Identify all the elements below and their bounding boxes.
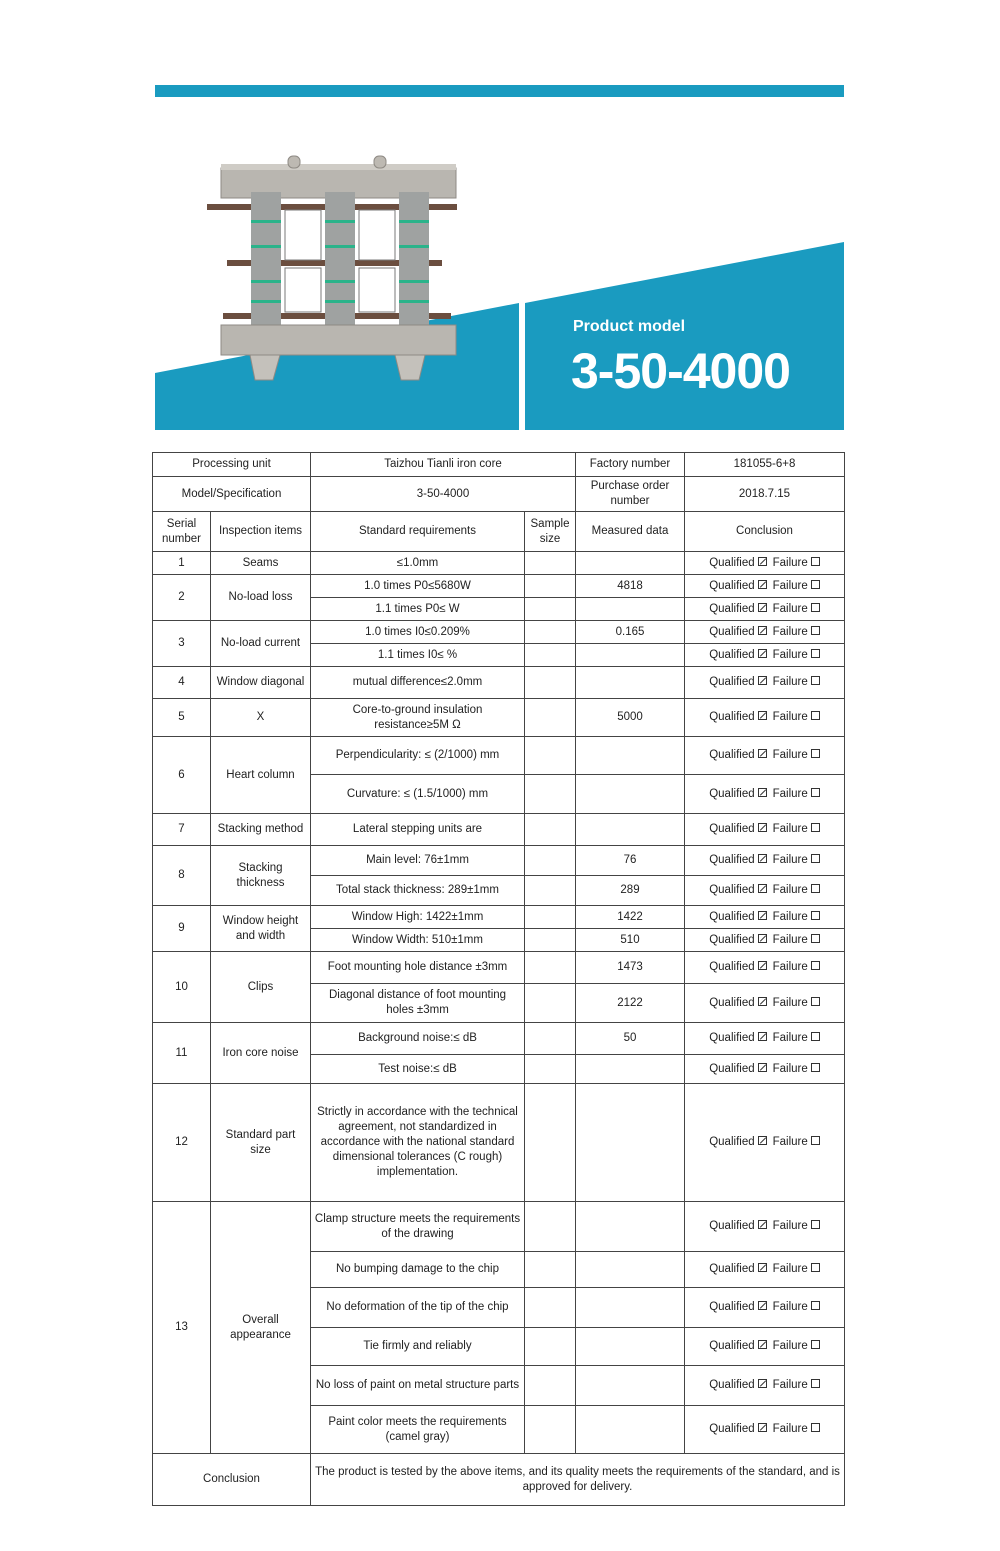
inspection-item-cell: Iron core noise (211, 1023, 311, 1084)
inspection-item-cell: Standard part size (211, 1084, 311, 1202)
inspection-item-cell: Stacking thickness (211, 846, 311, 906)
failure-label: Failure (772, 749, 808, 761)
col-standard: Standard requirements (311, 512, 525, 552)
serial-number-cell: 1 (153, 552, 211, 575)
iron-core-image (207, 156, 457, 380)
failure-checkbox-icon (811, 711, 820, 720)
sample-size-cell (525, 699, 576, 737)
qualified-checkbox-icon (758, 1379, 767, 1388)
inspection-item-cell: Window diagonal (211, 667, 311, 699)
standard-requirement-cell: Strictly in accordance with the technical agreement, not standardized in accordance with the national standard dimensional tolerances (C rough) implementation. (311, 1084, 525, 1202)
qualified-label: Qualified (709, 556, 755, 569)
failure-checkbox-icon (811, 603, 820, 612)
qualified-label: Qualified (709, 884, 755, 896)
qualified-checkbox-icon (758, 1301, 767, 1310)
failure-checkbox-icon (811, 1340, 820, 1349)
table-row (153, 846, 845, 876)
failure-label: Failure (772, 579, 808, 592)
qualified-checkbox-icon (758, 1063, 767, 1072)
conclusion-cell (685, 775, 845, 814)
inspection-item-cell: Clips (211, 952, 311, 1023)
sample-size-cell (525, 1084, 576, 1202)
standard-requirement-cell: Curvature: ≤ (1.5/1000) mm (311, 775, 525, 814)
qualified-label: Qualified (709, 602, 755, 615)
model-spec-label: Model/Specification (153, 477, 311, 512)
inspection-item-cell: Seams (211, 552, 311, 575)
serial-number-cell: 13 (153, 1202, 211, 1454)
serial-number-cell: 10 (153, 952, 211, 1023)
measured-data-cell (576, 1202, 685, 1252)
qualified-label: Qualified (709, 1340, 755, 1352)
failure-checkbox-icon (811, 997, 820, 1006)
inspection-item-cell: X (211, 699, 311, 737)
measured-data-cell (576, 814, 685, 846)
product-model-label: Product model (573, 318, 686, 335)
conclusion-cell (685, 1366, 845, 1406)
inspection-item-cell: No-load loss (211, 575, 311, 621)
measured-data-cell (576, 1288, 685, 1328)
measured-data-cell: 5000 (576, 699, 685, 737)
table-row (153, 1084, 845, 1202)
qualified-checkbox-icon (758, 884, 767, 893)
standard-requirement-cell: No deformation of the tip of the chip (311, 1288, 525, 1328)
failure-checkbox-icon (811, 1423, 820, 1432)
failure-label: Failure (772, 1136, 808, 1148)
failure-checkbox-icon (811, 1379, 820, 1388)
conclusion-cell (685, 1023, 845, 1055)
product-model-value: 3-50-4000 (571, 343, 790, 399)
qualified-checkbox-icon (758, 649, 767, 658)
qualified-label: Qualified (709, 823, 755, 835)
failure-checkbox-icon (811, 649, 820, 658)
failure-checkbox-icon (811, 1263, 820, 1272)
sample-size-cell (525, 598, 576, 621)
qualified-checkbox-icon (758, 1340, 767, 1349)
conclusion-cell (685, 929, 845, 952)
qualified-label: Qualified (709, 1423, 755, 1435)
qualified-label: Qualified (709, 1263, 755, 1275)
table-row (153, 552, 845, 575)
qualified-label: Qualified (709, 648, 755, 661)
measured-data-cell (576, 1328, 685, 1366)
table-row (153, 906, 845, 929)
standard-requirement-cell: 1.1 times I0≤ % (311, 644, 525, 667)
sample-size-cell (525, 1252, 576, 1288)
sample-size-cell (525, 876, 576, 906)
failure-label: Failure (772, 910, 808, 923)
sample-size-cell (525, 737, 576, 775)
table-row (153, 1202, 845, 1252)
qualified-label: Qualified (709, 1301, 755, 1313)
qualified-label: Qualified (709, 933, 755, 946)
qualified-label: Qualified (709, 961, 755, 973)
qualified-label: Qualified (709, 1220, 755, 1232)
table-row (153, 575, 845, 598)
col-serial: Serial number (153, 512, 211, 552)
qualified-label: Qualified (709, 910, 755, 923)
failure-label: Failure (772, 648, 808, 661)
failure-label: Failure (772, 625, 808, 638)
failure-label: Failure (772, 1263, 808, 1275)
failure-label: Failure (772, 602, 808, 615)
inspection-item-cell: No-load current (211, 621, 311, 667)
table-row (153, 699, 845, 737)
conclusion-cell (685, 1084, 845, 1202)
conclusion-cell (685, 846, 845, 876)
failure-checkbox-icon (811, 823, 820, 832)
conclusion-cell (685, 699, 845, 737)
qualified-checkbox-icon (758, 961, 767, 970)
conclusion-row (153, 1454, 845, 1506)
failure-checkbox-icon (811, 676, 820, 685)
table-row (153, 621, 845, 644)
failure-checkbox-icon (811, 934, 820, 943)
sample-size-cell (525, 1366, 576, 1406)
standard-requirement-cell: Tie firmly and reliably (311, 1328, 525, 1366)
measured-data-cell (576, 775, 685, 814)
serial-number-cell: 4 (153, 667, 211, 699)
qualified-label: Qualified (709, 996, 755, 1009)
qualified-label: Qualified (709, 854, 755, 866)
failure-checkbox-icon (811, 1063, 820, 1072)
factory-number-value: 181055-6+8 (685, 453, 845, 477)
standard-requirement-cell: Diagonal distance of foot mounting holes ±3mm (311, 984, 525, 1023)
conclusion-cell (685, 644, 845, 667)
measured-data-cell (576, 644, 685, 667)
col-measured: Measured data (576, 512, 685, 552)
failure-checkbox-icon (811, 580, 820, 589)
failure-label: Failure (772, 823, 808, 835)
qualified-label: Qualified (709, 749, 755, 761)
measured-data-cell (576, 737, 685, 775)
table-row (153, 814, 845, 846)
conclusion-cell (685, 952, 845, 984)
failure-checkbox-icon (811, 557, 820, 566)
sample-size-cell (525, 644, 576, 667)
table-row (153, 1023, 845, 1055)
measured-data-cell: 2122 (576, 984, 685, 1023)
table-row (153, 667, 845, 699)
qualified-checkbox-icon (758, 1263, 767, 1272)
table-row (153, 737, 845, 775)
qualified-label: Qualified (709, 579, 755, 592)
qualified-checkbox-icon (758, 711, 767, 720)
conclusion-cell (685, 1328, 845, 1366)
standard-requirement-cell: Test noise:≤ dB (311, 1055, 525, 1084)
conclusion-cell (685, 598, 845, 621)
qualified-checkbox-icon (758, 997, 767, 1006)
failure-checkbox-icon (811, 911, 820, 920)
qualified-checkbox-icon (758, 911, 767, 920)
serial-number-cell: 6 (153, 737, 211, 814)
inspection-item-cell: Overall appearance (211, 1202, 311, 1454)
purchase-order-value: 2018.7.15 (685, 477, 845, 512)
failure-label: Failure (772, 996, 808, 1009)
failure-label: Failure (772, 556, 808, 569)
serial-number-cell: 3 (153, 621, 211, 667)
failure-label: Failure (772, 884, 808, 896)
failure-label: Failure (772, 676, 808, 688)
qualified-checkbox-icon (758, 676, 767, 685)
sample-size-cell (525, 814, 576, 846)
qualified-label: Qualified (709, 676, 755, 688)
column-header-row (153, 512, 845, 552)
qualified-checkbox-icon (758, 1136, 767, 1145)
qualified-label: Qualified (709, 787, 755, 800)
qualified-label: Qualified (709, 1062, 755, 1075)
measured-data-cell: 1422 (576, 906, 685, 929)
qualified-checkbox-icon (758, 580, 767, 589)
failure-label: Failure (772, 1423, 808, 1435)
header-row-processing (153, 453, 845, 477)
failure-checkbox-icon (811, 1220, 820, 1229)
failure-checkbox-icon (811, 1301, 820, 1310)
conclusion-cell (685, 667, 845, 699)
failure-label: Failure (772, 1301, 808, 1313)
sample-size-cell (525, 1055, 576, 1084)
conclusion-text: The product is tested by the above items, and its quality meets the requirements of the standard, and is approved for delivery. (311, 1454, 845, 1506)
conclusion-cell (685, 621, 845, 644)
qualified-checkbox-icon (758, 603, 767, 612)
qualified-label: Qualified (709, 711, 755, 723)
standard-requirement-cell: Window High: 1422±1mm (311, 906, 525, 929)
standard-requirement-cell: Clamp structure meets the requirements of the drawing (311, 1202, 525, 1252)
measured-data-cell (576, 1084, 685, 1202)
measured-data-cell (576, 1366, 685, 1406)
sample-size-cell (525, 552, 576, 575)
sample-size-cell (525, 575, 576, 598)
qualified-checkbox-icon (758, 823, 767, 832)
sample-size-cell (525, 1406, 576, 1454)
hero-right-panel (525, 242, 844, 430)
conclusion-label: Conclusion (153, 1454, 311, 1506)
conclusion-cell (685, 906, 845, 929)
standard-requirement-cell: ≤1.0mm (311, 552, 525, 575)
measured-data-cell: 1473 (576, 952, 685, 984)
measured-data-cell: 289 (576, 876, 685, 906)
measured-data-cell: 0.165 (576, 621, 685, 644)
sample-size-cell (525, 1288, 576, 1328)
conclusion-cell (685, 1288, 845, 1328)
measured-data-cell (576, 1055, 685, 1084)
measured-data-cell (576, 667, 685, 699)
failure-checkbox-icon (811, 1136, 820, 1145)
sample-size-cell (525, 667, 576, 699)
standard-requirement-cell: Perpendicularity: ≤ (2/1000) mm (311, 737, 525, 775)
qualified-label: Qualified (709, 1379, 755, 1391)
sample-size-cell (525, 621, 576, 644)
standard-requirement-cell: Paint color meets the requirements (camel gray) (311, 1406, 525, 1454)
sample-size-cell (525, 1023, 576, 1055)
failure-label: Failure (772, 854, 808, 866)
failure-label: Failure (772, 787, 808, 800)
qualified-label: Qualified (709, 1032, 755, 1044)
failure-label: Failure (772, 1220, 808, 1232)
measured-data-cell: 510 (576, 929, 685, 952)
failure-checkbox-icon (811, 788, 820, 797)
qualified-label: Qualified (709, 625, 755, 638)
sample-size-cell (525, 906, 576, 929)
serial-number-cell: 9 (153, 906, 211, 952)
standard-requirement-cell: Main level: 76±1mm (311, 846, 525, 876)
processing-unit-label: Processing unit (153, 453, 311, 477)
serial-number-cell: 11 (153, 1023, 211, 1084)
measured-data-cell (576, 1406, 685, 1454)
measured-data-cell (576, 552, 685, 575)
sample-size-cell (525, 1202, 576, 1252)
measured-data-cell (576, 1252, 685, 1288)
inspection-report-table (152, 452, 845, 1506)
failure-checkbox-icon (811, 961, 820, 970)
failure-checkbox-icon (811, 626, 820, 635)
sample-size-cell (525, 846, 576, 876)
standard-requirement-cell: 1.1 times P0≤ W (311, 598, 525, 621)
col-sample: Sample size (525, 512, 576, 552)
failure-label: Failure (772, 711, 808, 723)
conclusion-cell (685, 1202, 845, 1252)
col-conclusion: Conclusion (685, 512, 845, 552)
failure-checkbox-icon (811, 854, 820, 863)
factory-number-label: Factory number (576, 453, 685, 477)
header-row-model (153, 477, 845, 512)
qualified-checkbox-icon (758, 854, 767, 863)
qualified-checkbox-icon (758, 1032, 767, 1041)
failure-checkbox-icon (811, 749, 820, 758)
inspection-item-cell: Stacking method (211, 814, 311, 846)
standard-requirement-cell: Foot mounting hole distance ±3mm (311, 952, 525, 984)
standard-requirement-cell: 1.0 times I0≤0.209% (311, 621, 525, 644)
failure-label: Failure (772, 933, 808, 946)
failure-label: Failure (772, 1062, 808, 1075)
standard-requirement-cell: 1.0 times P0≤5680W (311, 575, 525, 598)
conclusion-cell (685, 1055, 845, 1084)
sample-size-cell (525, 929, 576, 952)
table-row (153, 952, 845, 984)
conclusion-cell (685, 737, 845, 775)
processing-unit-value: Taizhou Tianli iron core (311, 453, 576, 477)
standard-requirement-cell: mutual difference≤2.0mm (311, 667, 525, 699)
conclusion-cell (685, 552, 845, 575)
qualified-checkbox-icon (758, 749, 767, 758)
serial-number-cell: 5 (153, 699, 211, 737)
qualified-label: Qualified (709, 1136, 755, 1148)
serial-number-cell: 12 (153, 1084, 211, 1202)
sample-size-cell (525, 775, 576, 814)
conclusion-cell (685, 1252, 845, 1288)
inspection-item-cell: Window height and width (211, 906, 311, 952)
col-items: Inspection items (211, 512, 311, 552)
qualified-checkbox-icon (758, 1423, 767, 1432)
sample-size-cell (525, 952, 576, 984)
measured-data-cell (576, 598, 685, 621)
standard-requirement-cell: No loss of paint on metal structure parts (311, 1366, 525, 1406)
product-hero (155, 120, 844, 430)
serial-number-cell: 2 (153, 575, 211, 621)
top-accent-bar (155, 85, 844, 97)
failure-label: Failure (772, 1032, 808, 1044)
measured-data-cell: 76 (576, 846, 685, 876)
standard-requirement-cell: Total stack thickness: 289±1mm (311, 876, 525, 906)
conclusion-cell (685, 814, 845, 846)
standard-requirement-cell: Window Width: 510±1mm (311, 929, 525, 952)
failure-label: Failure (772, 1340, 808, 1352)
inspection-report-body (153, 453, 845, 1506)
standard-requirement-cell: Lateral stepping units are (311, 814, 525, 846)
qualified-checkbox-icon (758, 557, 767, 566)
failure-checkbox-icon (811, 1032, 820, 1041)
sample-size-cell (525, 1328, 576, 1366)
standard-requirement-cell: Background noise:≤ dB (311, 1023, 525, 1055)
qualified-checkbox-icon (758, 626, 767, 635)
measured-data-cell: 4818 (576, 575, 685, 598)
serial-number-cell: 8 (153, 846, 211, 906)
qualified-checkbox-icon (758, 1220, 767, 1229)
failure-label: Failure (772, 1379, 808, 1391)
sample-size-cell (525, 984, 576, 1023)
conclusion-cell (685, 1406, 845, 1454)
standard-requirement-cell: Core-to-ground insulation resistance≥5M Ω (311, 699, 525, 737)
model-spec-value: 3-50-4000 (311, 477, 576, 512)
conclusion-cell (685, 575, 845, 598)
purchase-order-label: Purchase order number (576, 477, 685, 512)
standard-requirement-cell: No bumping damage to the chip (311, 1252, 525, 1288)
failure-checkbox-icon (811, 884, 820, 893)
conclusion-cell (685, 876, 845, 906)
measured-data-cell: 50 (576, 1023, 685, 1055)
conclusion-cell (685, 984, 845, 1023)
qualified-checkbox-icon (758, 934, 767, 943)
qualified-checkbox-icon (758, 788, 767, 797)
serial-number-cell: 7 (153, 814, 211, 846)
inspection-item-cell: Heart column (211, 737, 311, 814)
failure-label: Failure (772, 961, 808, 973)
